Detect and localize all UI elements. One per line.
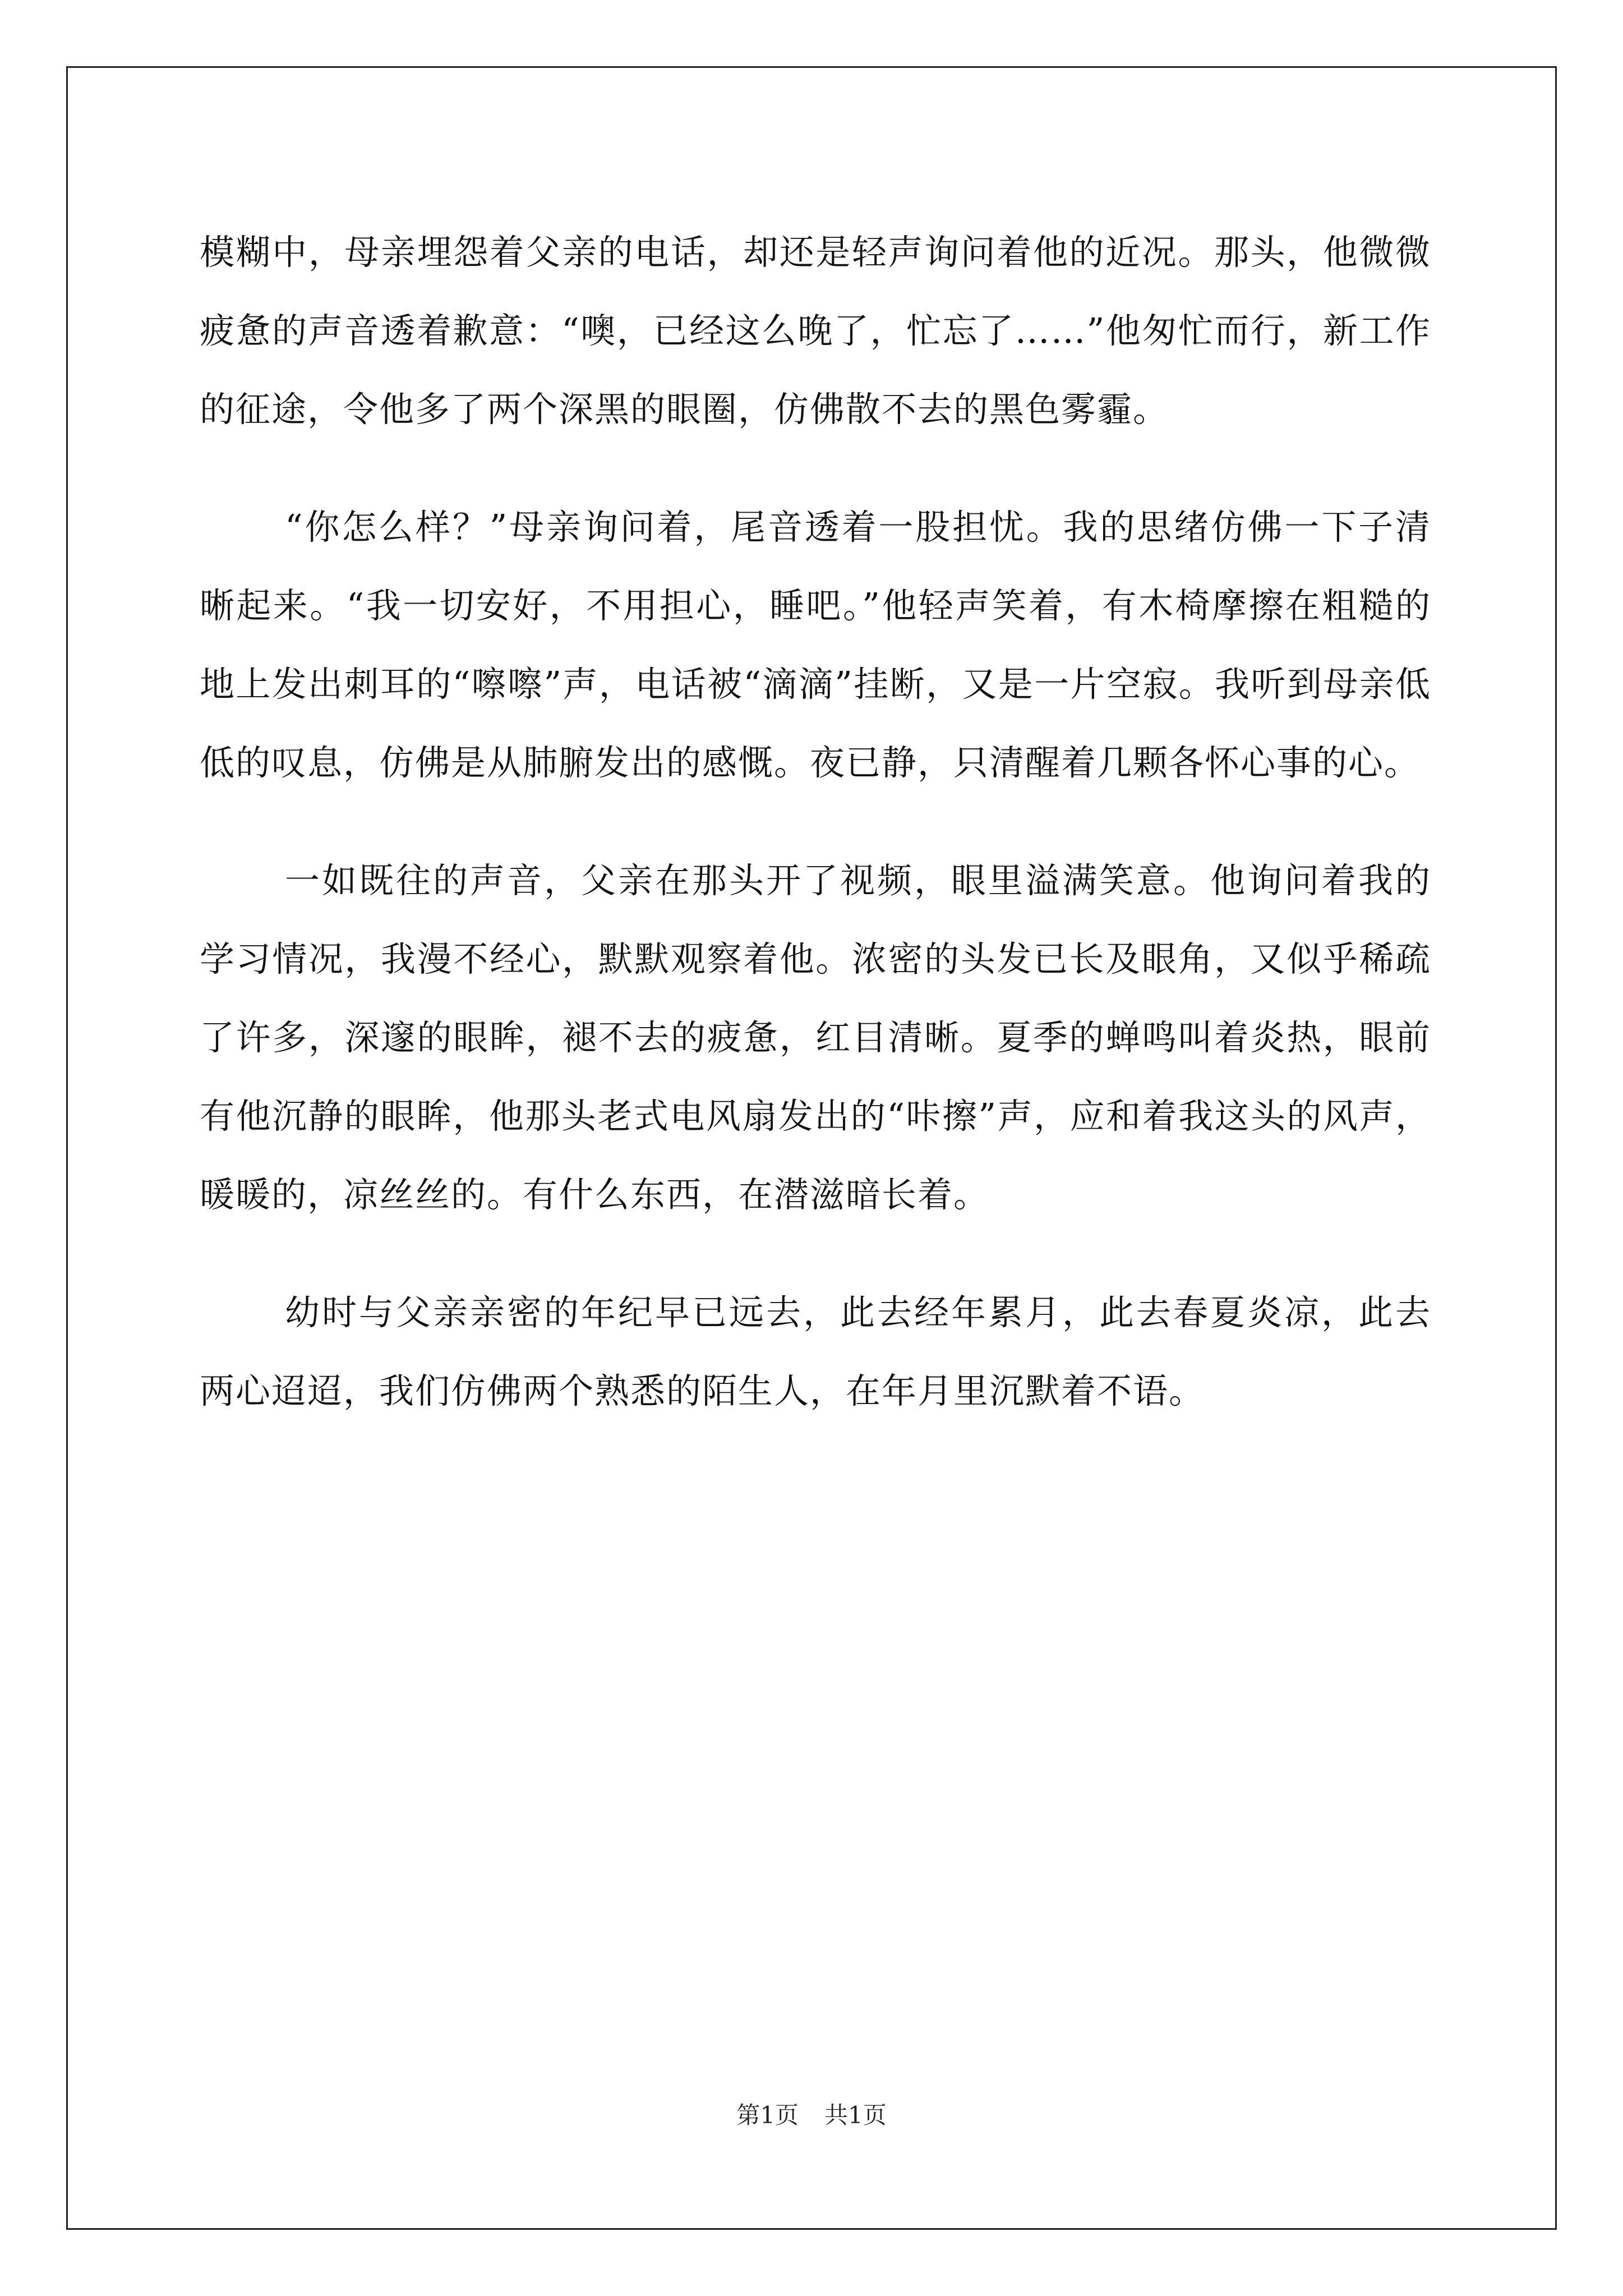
paragraph-3: 一如既往的声音，父亲在那头开了视频，眼里溢满笑意。他询问着我的学习情况，我漫不经心，默默观察着他。浓密的头发已长及眼角，又似乎稀疏了许多，深邃的眼眸，褪不去的疲惫，红目清晰。夏季的蝉鸣叫着炎热，眼前有他沉静的眼眸，他那头老式电风扇发出的“咔擦”声，应和着我这头的风声，暖暖的，凉丝丝的。有什么东西，在潜滋暗长着。 — [200, 860, 1431, 1215]
page-footer — [0, 2097, 1623, 2131]
paragraph-1: 模糊中，母亲埋怨着父亲的电话，却还是轻声询问着他的近况。那头，他微微疲惫的声音透着歉意：“噢，已经这么晚了，忙忘了……”他匆忙而行，新工作的征途，令他多了两个深黑的眼圈，仿佛散不去的黑色雾霾。 — [200, 232, 1431, 430]
paragraph-2: “你怎么样？”母亲询问着，尾音透着一股担忧。我的思绪仿佛一下子清晰起来。“我一切安好，不用担心，睡吧。”他轻声笑着，有木椅摩擦在粗糙的地上发出刺耳的“嚓嚓”声，电话被“滴滴”挂断，又是一片空寂。我听到母亲低低的叹息，仿佛是从肺腑发出的感慨。夜已静，只清醒着几颗各怀心事的心。 — [200, 507, 1431, 783]
paragraph-4: 幼时与父亲亲密的年纪早已远去，此去经年累月，此去春夏炎凉，此去两心迢迢，我们仿佛两个熟悉的陌生人，在年月里沉默着不语。 — [200, 1292, 1431, 1411]
document-body — [200, 213, 1431, 1470]
page-number-current: 第1页 — [736, 2101, 799, 2129]
page-number-total: 共1页 — [824, 2101, 887, 2129]
